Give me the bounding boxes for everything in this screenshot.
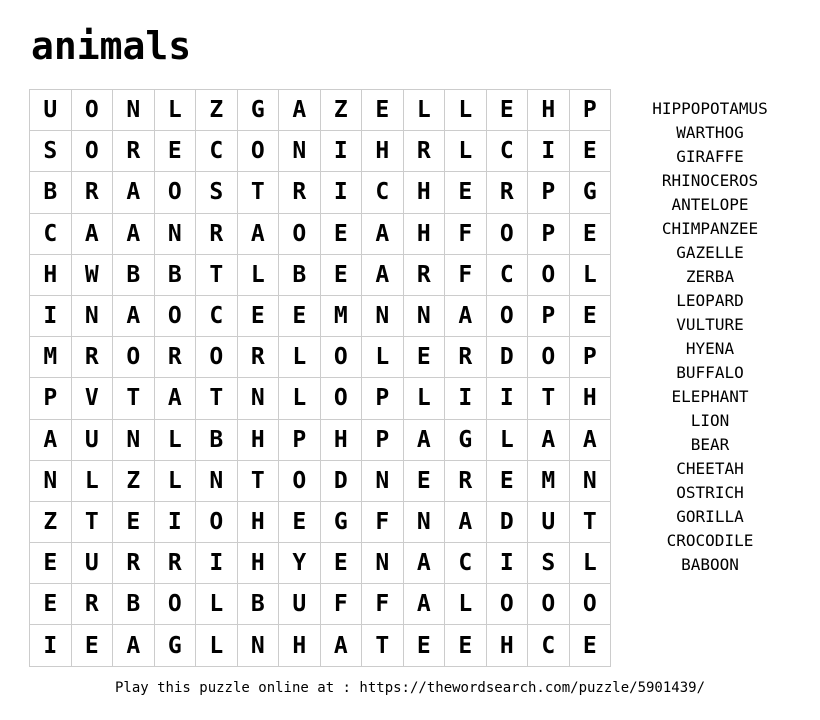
grid-cell[interactable]: G: [238, 90, 280, 131]
grid-cell[interactable]: A: [570, 420, 612, 461]
grid-cell[interactable]: O: [155, 296, 197, 337]
word-list-item: GORILLA: [676, 507, 744, 526]
grid-cell[interactable]: M: [321, 296, 363, 337]
grid-cell[interactable]: Z: [30, 502, 72, 543]
grid-cell[interactable]: D: [487, 502, 529, 543]
word-list-item: VULTURE: [676, 315, 744, 334]
grid-cell[interactable]: E: [321, 543, 363, 584]
word-list-item: CHEETAH: [676, 459, 744, 478]
grid-cell[interactable]: O: [570, 584, 612, 625]
grid-cell[interactable]: L: [155, 461, 197, 502]
word-list-item: ELEPHANT: [671, 387, 749, 406]
grid-cell[interactable]: I: [30, 625, 72, 666]
grid-cell[interactable]: R: [279, 172, 321, 213]
grid-cell[interactable]: O: [155, 172, 197, 213]
grid-cell[interactable]: Z: [113, 461, 155, 502]
grid-cell[interactable]: E: [72, 625, 114, 666]
grid-cell[interactable]: C: [30, 214, 72, 255]
grid-cell[interactable]: I: [487, 543, 529, 584]
grid-cell[interactable]: A: [113, 172, 155, 213]
grid-cell[interactable]: F: [445, 214, 487, 255]
grid-cell[interactable]: O: [321, 378, 363, 419]
grid-cell[interactable]: U: [528, 502, 570, 543]
word-list-item: BUFFALO: [676, 363, 744, 382]
grid-cell[interactable]: E: [570, 131, 612, 172]
grid-cell[interactable]: A: [445, 502, 487, 543]
grid-cell[interactable]: H: [238, 502, 280, 543]
grid-cell[interactable]: E: [279, 502, 321, 543]
grid-cell[interactable]: B: [196, 420, 238, 461]
grid-cell[interactable]: P: [362, 378, 404, 419]
grid-cell[interactable]: R: [404, 131, 446, 172]
grid-cell[interactable]: L: [196, 584, 238, 625]
grid-cell[interactable]: I: [321, 172, 363, 213]
grid-cell[interactable]: R: [72, 172, 114, 213]
grid-cell[interactable]: N: [196, 461, 238, 502]
grid-cell[interactable]: E: [445, 172, 487, 213]
word-list: [630, 97, 790, 577]
grid-cell[interactable]: O: [113, 337, 155, 378]
word-list-item: RHINOCEROS: [661, 171, 759, 190]
grid-cell[interactable]: E: [445, 625, 487, 666]
grid-cell[interactable]: O: [196, 502, 238, 543]
grid-cell[interactable]: E: [238, 296, 280, 337]
grid-cell[interactable]: D: [487, 337, 529, 378]
grid-cell[interactable]: N: [570, 461, 612, 502]
grid-cell[interactable]: S: [528, 543, 570, 584]
grid-cell[interactable]: L: [155, 90, 197, 131]
word-list-item: OSTRICH: [676, 483, 744, 502]
grid-cell[interactable]: B: [30, 172, 72, 213]
grid-cell[interactable]: L: [362, 337, 404, 378]
word-list-item: HYENA: [685, 339, 735, 358]
grid-cell[interactable]: H: [570, 378, 612, 419]
grid-cell[interactable]: A: [528, 420, 570, 461]
grid-cell[interactable]: H: [404, 172, 446, 213]
grid-cell[interactable]: B: [113, 584, 155, 625]
grid-cell[interactable]: E: [487, 90, 529, 131]
grid-cell[interactable]: E: [30, 543, 72, 584]
grid-cell[interactable]: U: [30, 90, 72, 131]
grid-cell[interactable]: O: [279, 461, 321, 502]
grid-cell[interactable]: A: [445, 296, 487, 337]
grid-cell[interactable]: G: [155, 625, 197, 666]
grid-cell[interactable]: R: [196, 214, 238, 255]
grid-cell[interactable]: N: [113, 90, 155, 131]
grid-cell[interactable]: H: [362, 131, 404, 172]
grid-cell[interactable]: E: [570, 625, 612, 666]
grid-cell[interactable]: E: [487, 461, 529, 502]
grid-cell[interactable]: A: [404, 584, 446, 625]
grid-cell[interactable]: E: [155, 131, 197, 172]
grid-cell[interactable]: L: [72, 461, 114, 502]
grid-cell[interactable]: E: [404, 461, 446, 502]
grid-cell[interactable]: O: [321, 337, 363, 378]
grid-cell[interactable]: T: [113, 378, 155, 419]
grid-cell[interactable]: Z: [321, 90, 363, 131]
grid-cell[interactable]: R: [487, 172, 529, 213]
grid-cell[interactable]: P: [528, 172, 570, 213]
grid-cell[interactable]: B: [155, 255, 197, 296]
word-list-item: LEOPARD: [676, 291, 744, 310]
grid-cell[interactable]: E: [570, 214, 612, 255]
grid-cell[interactable]: D: [321, 461, 363, 502]
grid-cell[interactable]: U: [72, 420, 114, 461]
grid-cell[interactable]: N: [404, 296, 446, 337]
word-list-item: LION: [690, 411, 730, 430]
grid-cell[interactable]: H: [528, 90, 570, 131]
grid-cell[interactable]: A: [404, 420, 446, 461]
grid-cell[interactable]: F: [362, 584, 404, 625]
footer-text: Play this puzzle online at : https://thewordsearch.com/puzzle/5901439/: [114, 680, 705, 696]
grid-cell[interactable]: L: [279, 337, 321, 378]
grid-cell[interactable]: I: [487, 378, 529, 419]
grid-cell[interactable]: N: [362, 296, 404, 337]
puzzle-title: animals: [31, 24, 192, 68]
grid-cell[interactable]: L: [196, 625, 238, 666]
grid-cell[interactable]: E: [321, 214, 363, 255]
grid-cell[interactable]: C: [196, 131, 238, 172]
grid-cell[interactable]: H: [279, 625, 321, 666]
grid-cell[interactable]: H: [487, 625, 529, 666]
word-list-item: BABOON: [681, 555, 739, 574]
grid-cell[interactable]: O: [487, 584, 529, 625]
grid-cell[interactable]: H: [238, 543, 280, 584]
grid-cell[interactable]: C: [487, 131, 529, 172]
grid-cell[interactable]: N: [30, 461, 72, 502]
grid-cell[interactable]: O: [155, 584, 197, 625]
grid-cell[interactable]: A: [279, 90, 321, 131]
grid-cell[interactable]: H: [238, 420, 280, 461]
word-list-item: CHIMPANZEE: [661, 219, 759, 238]
word-list-item: BEAR: [690, 435, 730, 454]
grid-cell[interactable]: L: [155, 420, 197, 461]
grid-cell[interactable]: O: [528, 255, 570, 296]
grid-cell[interactable]: A: [155, 378, 197, 419]
grid-cell[interactable]: Y: [279, 543, 321, 584]
grid-cell[interactable]: P: [528, 214, 570, 255]
grid-cell[interactable]: U: [279, 584, 321, 625]
grid-cell[interactable]: R: [445, 337, 487, 378]
grid-cell[interactable]: H: [321, 420, 363, 461]
grid-cell[interactable]: T: [196, 378, 238, 419]
grid-cell[interactable]: L: [487, 420, 529, 461]
grid-cell[interactable]: A: [113, 214, 155, 255]
grid-cell[interactable]: B: [238, 584, 280, 625]
grid-cell[interactable]: T: [570, 502, 612, 543]
grid-cell[interactable]: B: [279, 255, 321, 296]
grid-cell[interactable]: A: [362, 214, 404, 255]
grid-cell[interactable]: A: [321, 625, 363, 666]
grid-cell[interactable]: S: [30, 131, 72, 172]
grid-cell[interactable]: N: [113, 420, 155, 461]
grid-cell[interactable]: T: [238, 172, 280, 213]
word-list-item: WARTHOG: [676, 123, 744, 142]
grid-cell[interactable]: A: [362, 255, 404, 296]
grid-cell[interactable]: E: [30, 584, 72, 625]
grid-cell[interactable]: R: [155, 543, 197, 584]
grid-cell[interactable]: O: [528, 337, 570, 378]
grid-cell[interactable]: Z: [196, 90, 238, 131]
grid-cell[interactable]: P: [362, 420, 404, 461]
grid-cell[interactable]: L: [404, 378, 446, 419]
grid-cell[interactable]: R: [445, 461, 487, 502]
word-list-item: ZERBA: [685, 267, 735, 286]
grid-cell[interactable]: N: [72, 296, 114, 337]
grid-cell[interactable]: E: [404, 337, 446, 378]
grid-cell[interactable]: F: [445, 255, 487, 296]
word-list-item: CROCODILE: [666, 531, 754, 550]
grid-cell[interactable]: L: [570, 543, 612, 584]
grid-cell[interactable]: G: [570, 172, 612, 213]
grid-cell[interactable]: L: [445, 584, 487, 625]
grid-cell[interactable]: C: [528, 625, 570, 666]
grid-cell[interactable]: T: [196, 255, 238, 296]
grid-cell[interactable]: E: [404, 625, 446, 666]
grid-cell[interactable]: N: [362, 461, 404, 502]
grid-cell[interactable]: V: [72, 378, 114, 419]
grid-cell[interactable]: I: [30, 296, 72, 337]
grid-cell[interactable]: I: [196, 543, 238, 584]
grid-cell[interactable]: R: [113, 543, 155, 584]
grid-cell[interactable]: G: [321, 502, 363, 543]
grid-cell[interactable]: L: [570, 255, 612, 296]
grid-cell[interactable]: G: [445, 420, 487, 461]
grid-cell[interactable]: P: [279, 420, 321, 461]
grid-cell[interactable]: P: [528, 296, 570, 337]
grid-cell[interactable]: W: [72, 255, 114, 296]
grid-cell[interactable]: N: [404, 502, 446, 543]
grid-cell[interactable]: A: [30, 420, 72, 461]
grid-cell[interactable]: C: [196, 296, 238, 337]
grid-cell[interactable]: O: [528, 584, 570, 625]
grid-cell[interactable]: T: [72, 502, 114, 543]
grid-cell[interactable]: N: [238, 625, 280, 666]
grid-cell[interactable]: I: [155, 502, 197, 543]
grid-cell[interactable]: R: [72, 337, 114, 378]
word-list-item: GIRAFFE: [676, 147, 744, 166]
grid-cell[interactable]: R: [238, 337, 280, 378]
grid-cell[interactable]: F: [321, 584, 363, 625]
grid-cell[interactable]: O: [279, 214, 321, 255]
grid-cell[interactable]: O: [487, 296, 529, 337]
grid-cell[interactable]: P: [570, 90, 612, 131]
grid-cell[interactable]: O: [238, 131, 280, 172]
grid-cell[interactable]: L: [279, 378, 321, 419]
grid-cell[interactable]: O: [196, 337, 238, 378]
grid-cell[interactable]: E: [279, 296, 321, 337]
grid-cell[interactable]: R: [155, 337, 197, 378]
grid-cell[interactable]: R: [404, 255, 446, 296]
grid-cell[interactable]: L: [445, 131, 487, 172]
grid-cell[interactable]: P: [570, 337, 612, 378]
grid-cell[interactable]: N: [279, 131, 321, 172]
grid-cell[interactable]: A: [238, 214, 280, 255]
grid-cell[interactable]: R: [72, 584, 114, 625]
grid-cell[interactable]: H: [404, 214, 446, 255]
word-list-item: ANTELOPE: [671, 195, 749, 214]
grid-cell[interactable]: C: [445, 543, 487, 584]
grid-cell[interactable]: I: [528, 131, 570, 172]
grid-cell[interactable]: T: [362, 625, 404, 666]
grid-cell[interactable]: C: [487, 255, 529, 296]
grid-cell[interactable]: L: [404, 90, 446, 131]
word-list-item: HIPPOPOTAMUS: [652, 99, 768, 118]
grid-cell[interactable]: N: [238, 378, 280, 419]
letter-grid[interactable]: [29, 89, 611, 667]
grid-cell[interactable]: R: [113, 131, 155, 172]
grid-cell[interactable]: A: [72, 214, 114, 255]
grid-cell[interactable]: I: [321, 131, 363, 172]
grid-cell[interactable]: B: [113, 255, 155, 296]
word-list-item: GAZELLE: [676, 243, 744, 262]
grid-cell[interactable]: L: [445, 90, 487, 131]
grid-cell[interactable]: N: [362, 543, 404, 584]
grid-cell[interactable]: I: [445, 378, 487, 419]
grid-cell[interactable]: C: [362, 172, 404, 213]
grid-cell[interactable]: M: [528, 461, 570, 502]
grid-cell[interactable]: A: [113, 625, 155, 666]
grid-cell[interactable]: H: [30, 255, 72, 296]
grid-cell[interactable]: N: [155, 214, 197, 255]
grid-cell[interactable]: A: [404, 543, 446, 584]
grid-cell[interactable]: S: [196, 172, 238, 213]
grid-cell[interactable]: L: [238, 255, 280, 296]
grid-cell[interactable]: E: [321, 255, 363, 296]
grid-cell[interactable]: M: [30, 337, 72, 378]
grid-cell[interactable]: E: [570, 296, 612, 337]
grid-cell[interactable]: T: [238, 461, 280, 502]
grid-cell[interactable]: U: [72, 543, 114, 584]
grid-cell[interactable]: F: [362, 502, 404, 543]
grid-cell[interactable]: E: [362, 90, 404, 131]
grid-cell[interactable]: E: [113, 502, 155, 543]
grid-cell[interactable]: O: [72, 90, 114, 131]
grid-cell[interactable]: O: [487, 214, 529, 255]
grid-cell[interactable]: P: [30, 378, 72, 419]
grid-cell[interactable]: T: [528, 378, 570, 419]
grid-cell[interactable]: A: [113, 296, 155, 337]
grid-cell[interactable]: O: [72, 131, 114, 172]
